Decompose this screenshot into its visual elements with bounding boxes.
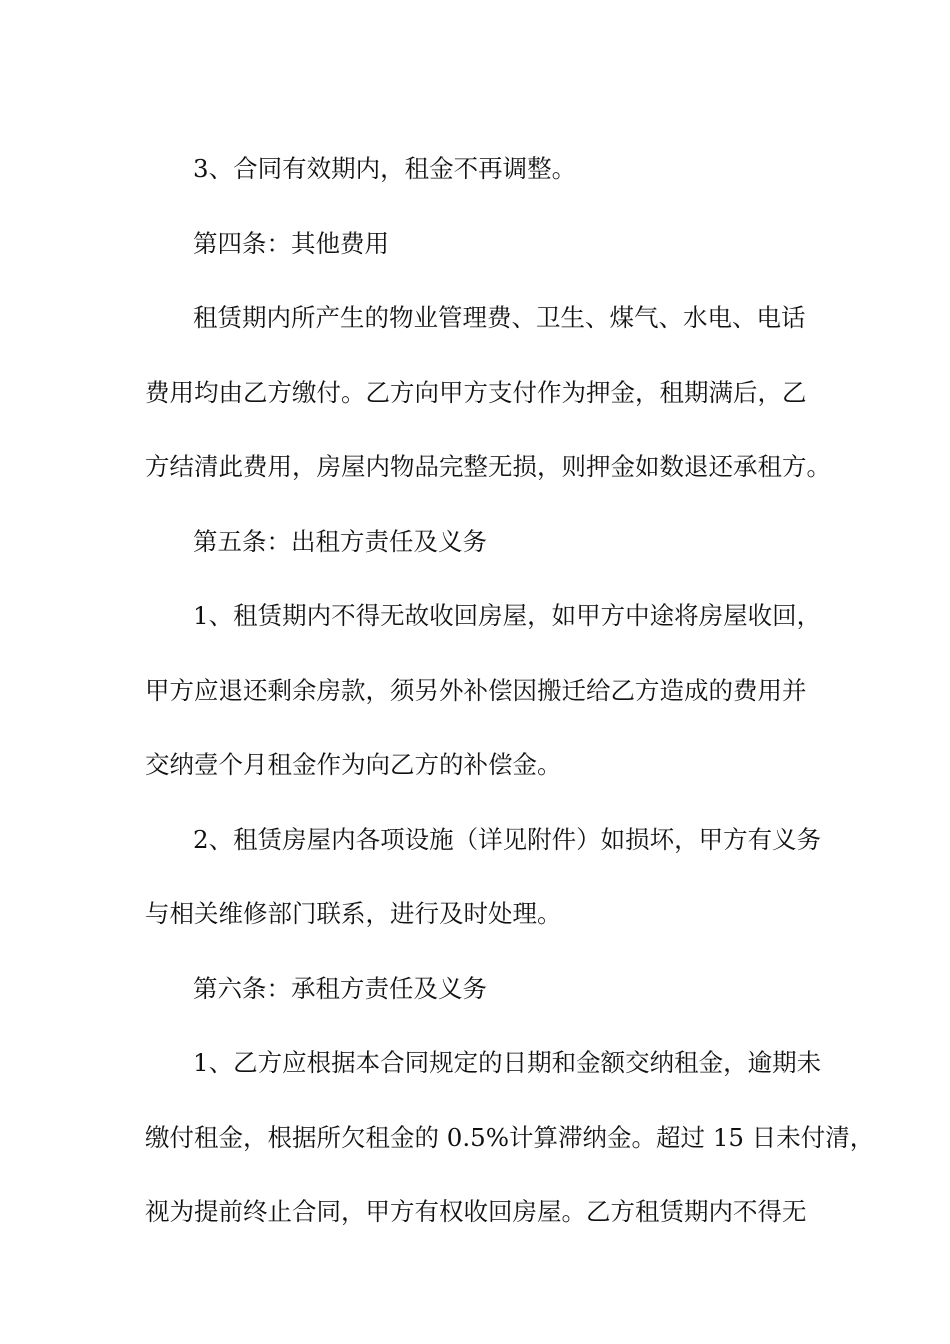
- article-5-item-2-line-1: 2、租赁房屋内各项设施（详见附件）如损坏，甲方有义务: [193, 824, 822, 854]
- article-4-heading: 第四条：其他费用: [193, 228, 389, 258]
- article-5-item-1-line-1: 1、租赁期内不得无故收回房屋，如甲方中途将房屋收回，: [193, 601, 822, 630]
- clause-3-rent-fixed: 3、合同有效期内，租金不再调整。: [193, 154, 577, 183]
- article-5-heading: 第五条：出租方责任及义务: [193, 526, 487, 556]
- article-6-item-1-line-3: 视为提前终止合同，甲方有权收回房屋。乙方租赁期内不得无: [145, 1197, 807, 1226]
- document-body: [145, 132, 875, 1250]
- article-6-item-1-line-2: 缴付租金，根据所欠租金的 0.5%计算滞纳金。超过 15 日未付清，: [145, 1122, 875, 1152]
- article-4-text-line-3: 方结清此费用，房屋内物品完整无损，则押金如数退还承租方。: [145, 452, 831, 481]
- article-4-text-line-2: 费用均由乙方缴付。乙方向甲方支付作为押金，租期满后，乙: [145, 377, 807, 407]
- article-6-heading: 第六条：承租方责任及义务: [193, 973, 487, 1003]
- article-5-item-1-line-3: 交纳壹个月租金作为向乙方的补偿金。: [145, 750, 562, 779]
- article-5-item-2-line-2: 与相关维修部门联系，进行及时处理。: [145, 899, 562, 928]
- article-6-item-1-line-1: 1、乙方应根据本合同规定的日期和金额交纳租金，逾期未: [193, 1048, 822, 1077]
- article-4-text-line-1: 租赁期内所产生的物业管理费、卫生、煤气、水电、电话: [193, 303, 806, 332]
- article-5-item-1-line-2: 甲方应退还剩余房款，须另外补偿因搬迁给乙方造成的费用并: [145, 675, 807, 705]
